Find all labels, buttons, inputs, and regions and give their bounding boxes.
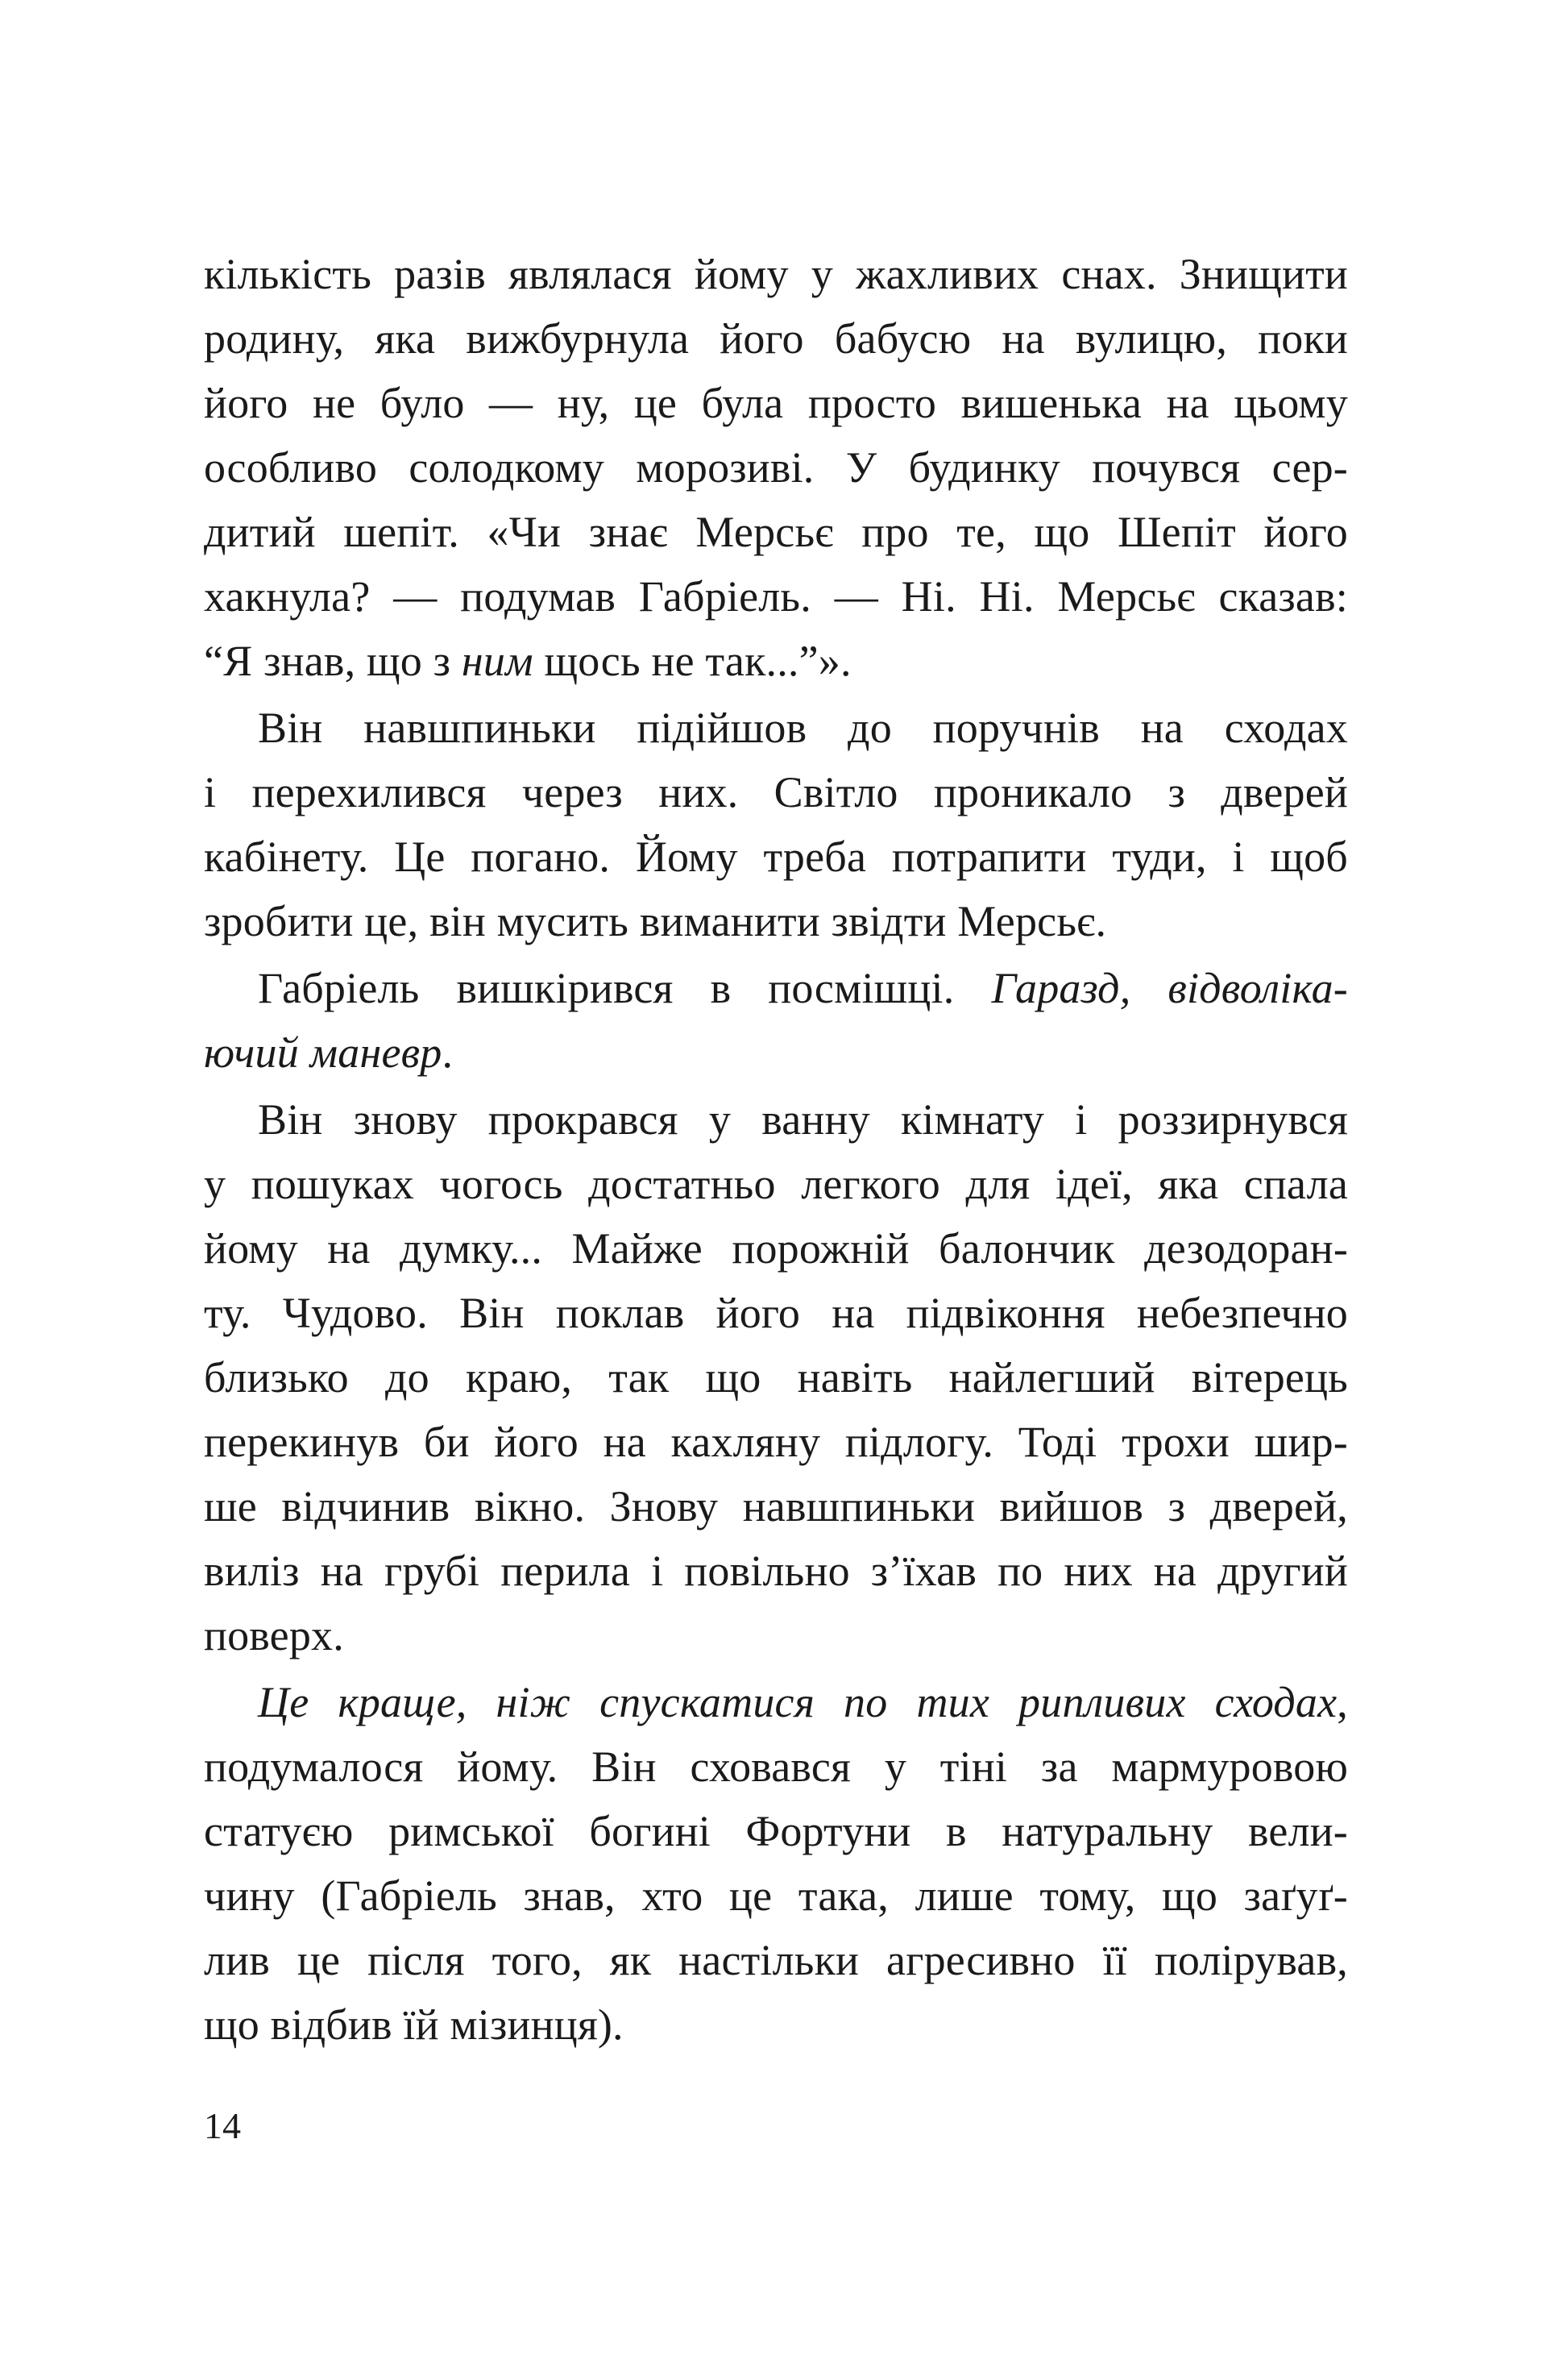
text-line [204,696,1348,760]
text-line [204,564,1348,629]
text-line [204,242,1348,306]
italic-text: ним [461,637,533,685]
text-line [204,1539,1348,1603]
text-line [204,1410,1348,1474]
text-segment: кількість разів являлася йому у жахливих снах. Знищити [204,250,1348,298]
text-segment: близько до краю, так що навіть найлегший вітерець [204,1353,1348,1402]
text-segment: , [1337,1678,1348,1726]
text-line [204,1670,1348,1734]
text-segment: що відбив їй мізинця). [204,2000,624,2049]
text-segment: у пошуках чогось достатньо легкого для ідеї, яка спала [204,1160,1348,1208]
text-segment: родину, яка вижбурнула його бабусю на вулицю, поки [204,314,1348,363]
text-segment: поверх. [204,1611,344,1659]
text-segment: . [442,1028,454,1077]
text-line [204,1863,1348,1928]
text-segment: Габріель вишкірився в посмішці. [258,964,992,1012]
text-line [204,1345,1348,1410]
text-line [204,1152,1348,1216]
text-segment: ше відчинив вікно. Знову навшпиньки вийшов з дверей, [204,1482,1348,1531]
text-segment: і перехилився через них. Світло проникало з дверей [204,768,1348,816]
text-line [204,629,1348,693]
text-segment: подумалося йому. Він сховався у тіні за мармуровою [204,1742,1348,1791]
text-line [204,435,1348,500]
italic-text: ючий маневр [204,1028,442,1077]
text-segment: Він знову прокрався у ванну кімнату і роззирнувся [258,1095,1348,1144]
text-line [204,1928,1348,1992]
italic-text: Гаразд, відволіка- [991,964,1348,1012]
text-segment: дитий шепіт. «Чи знає Мерсьє про те, що Шепіт його [204,508,1348,556]
text-segment: “Я знав, що з [204,637,462,685]
text-segment: щось не так...”». [533,637,852,685]
text-segment: йому на думку... Майже порожній балончик дезодоран- [204,1224,1348,1273]
text-segment: хакнула? — подумав Габріель. — Ні. Ні. Мерсьє сказав: [204,572,1348,621]
text-line [204,824,1348,889]
text-segment: Він навшпиньки підійшов до поручнів на сходах [258,704,1348,752]
text-line [204,306,1348,371]
text-line [204,500,1348,564]
text-segment: ту. Чудово. Він поклав його на підвіконня небезпечно [204,1289,1348,1337]
text-segment: його не було — ну, це була просто вишенька на цьому [204,379,1348,427]
text-segment: перекинув би його на кахляну підлогу. Тоді трохи шир- [204,1418,1348,1466]
text-line [204,1734,1348,1799]
text-segment: виліз на грубі перила і повільно з’їхав по них на другий [204,1547,1348,1595]
text-segment: кабінету. Це погано. Йому треба потрапити туди, і щоб [204,833,1348,881]
page-number: 14 [204,2105,241,2146]
text-line [204,1992,1348,2057]
text-line [204,1087,1348,1152]
text-line [204,1216,1348,1281]
text-segment: чину (Габріель знав, хто це така, лише тому, що заґуґ- [204,1871,1348,1920]
text-line [204,1474,1348,1539]
text-line [204,371,1348,435]
text-line [204,889,1348,953]
text-line [204,1799,1348,1863]
text-segment: лив це після того, як настільки агресивно її полірував, [204,1936,1348,1984]
text-segment: зробити це, він мусить виманити звідти Мерсьє. [204,897,1107,945]
text-line [204,760,1348,824]
text-line [204,1281,1348,1345]
text-segment: статуєю римської богині Фортуни в натуральну вели- [204,1807,1348,1855]
text-line [204,1020,1348,1085]
italic-text: Це краще, ніж спускатися по тих рипливих сходах [258,1678,1338,1726]
text-segment: особливо солодкому морозиві. У будинку почувся сер- [204,443,1348,492]
body-text [204,242,1348,2057]
text-line [204,956,1348,1020]
text-line [204,1603,1348,1668]
